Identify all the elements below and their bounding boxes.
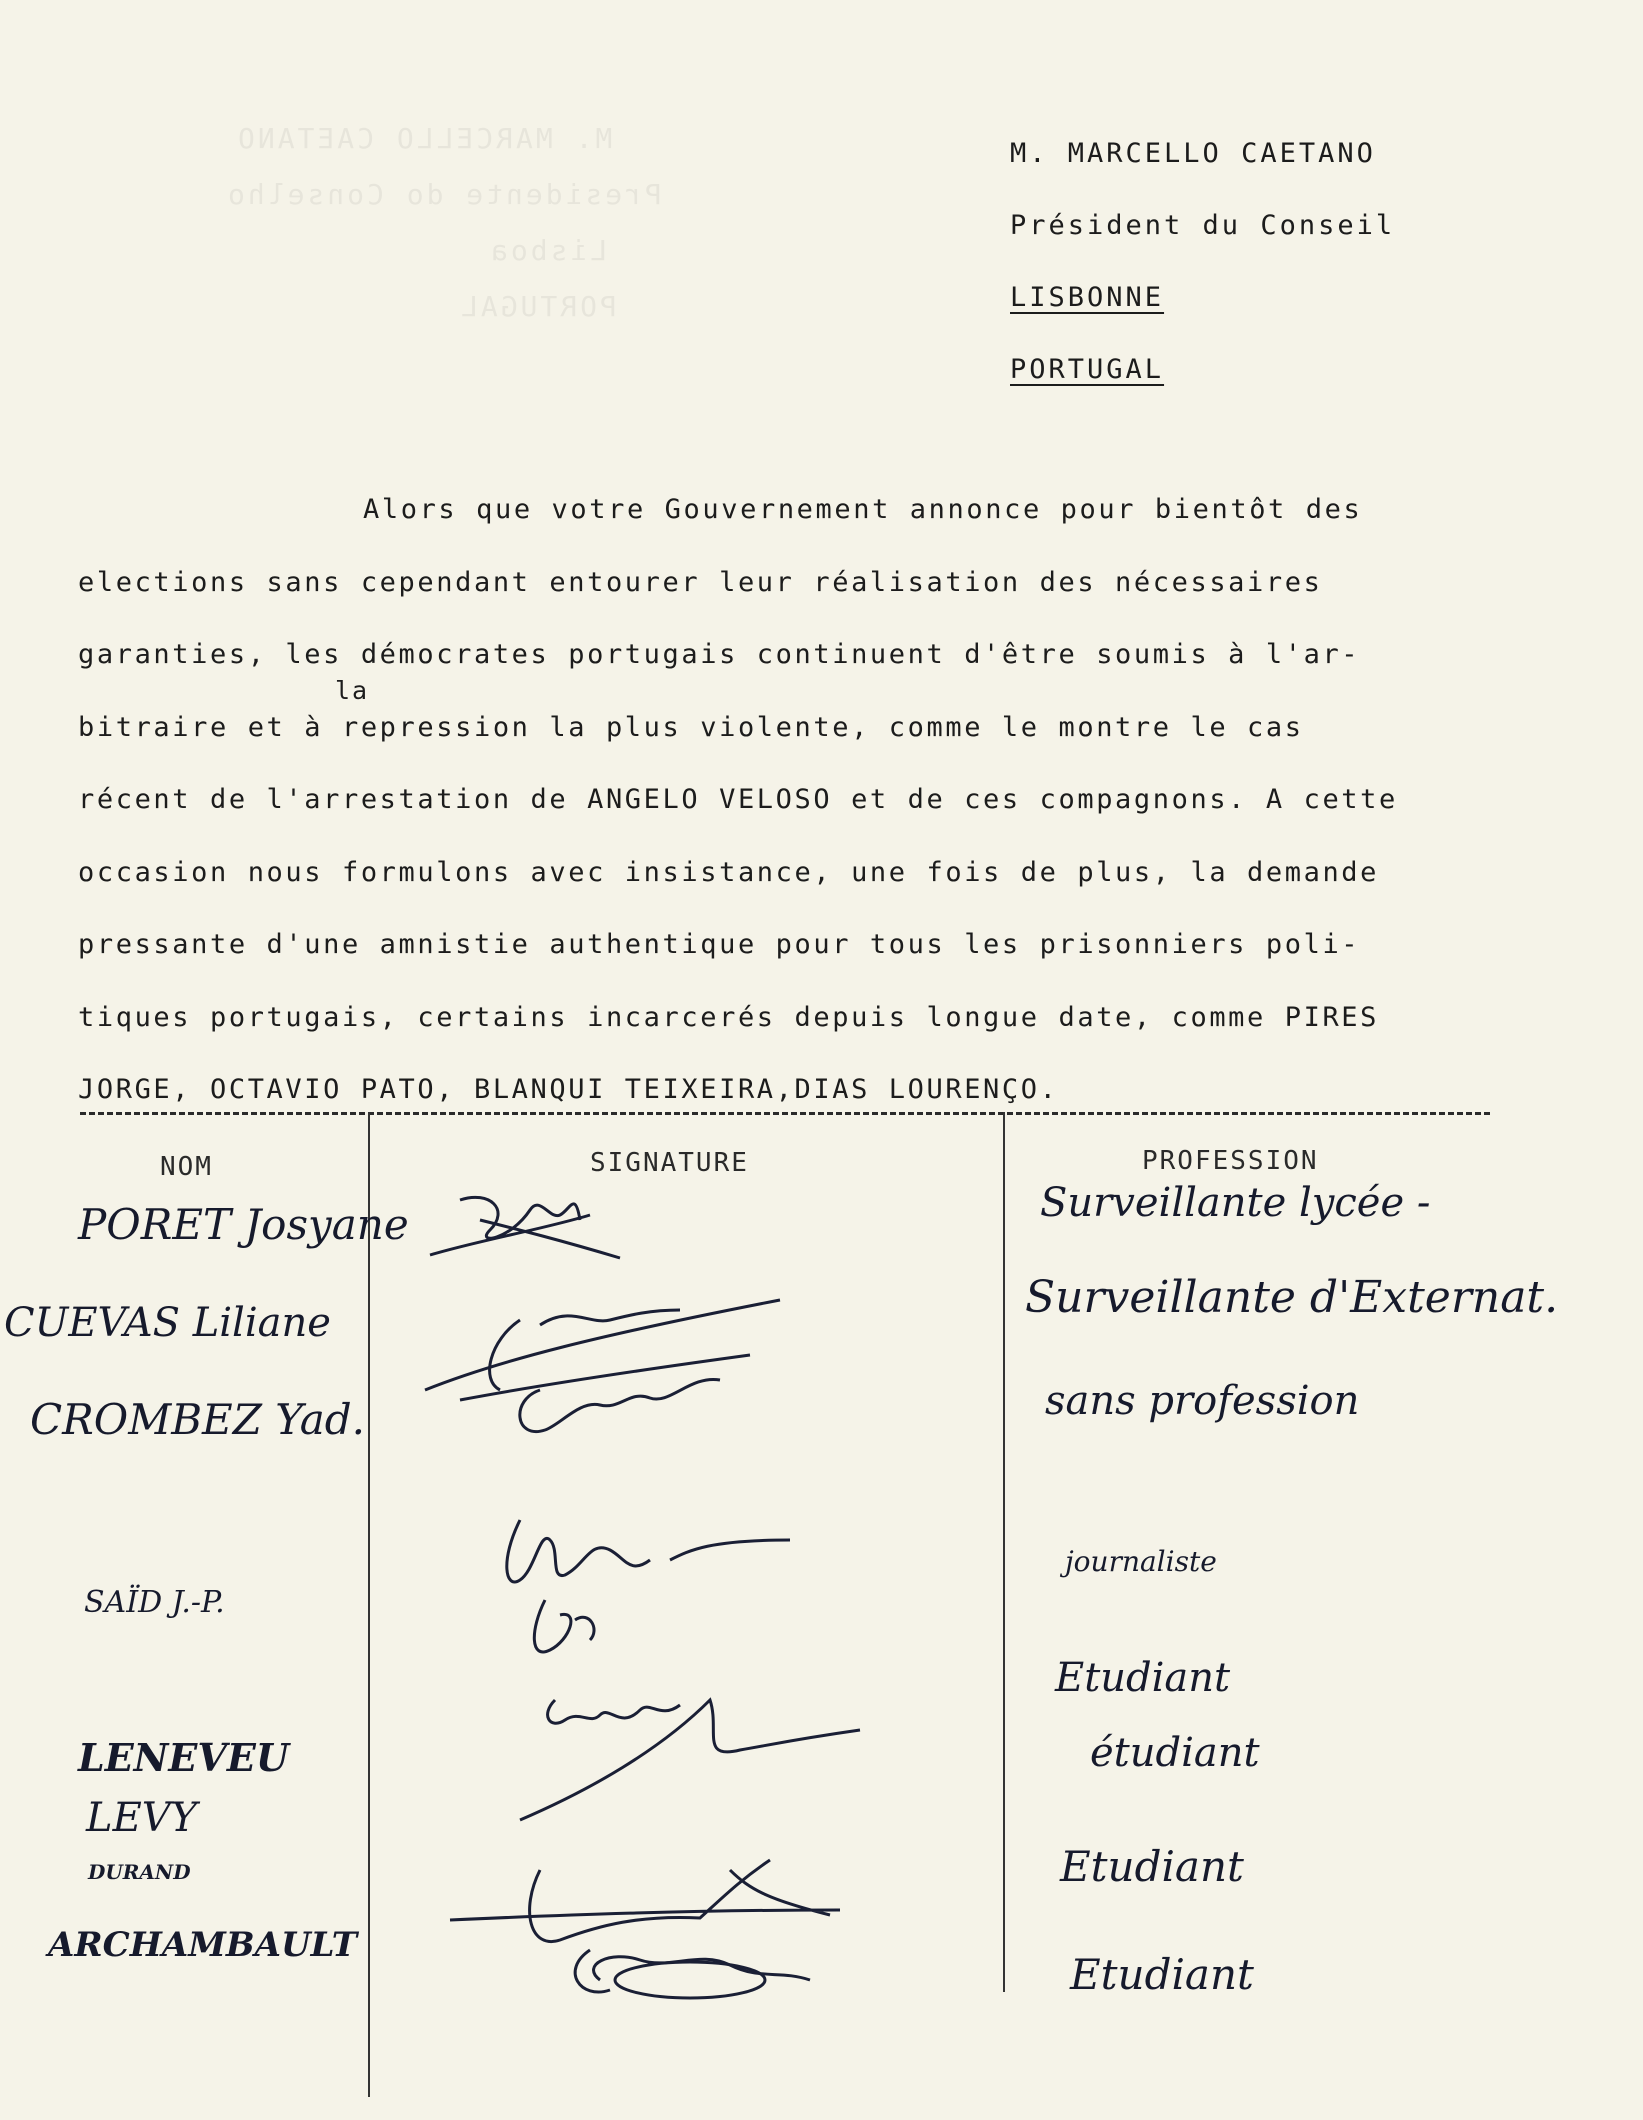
recipient-address <box>1010 118 1395 406</box>
column-divider <box>368 1112 370 2097</box>
handwritten-signature <box>490 1480 830 1670</box>
body-line: bitraire et à repression la plus violente, comme le montre le cas <box>78 711 1304 743</box>
signatory-name: ARCHAMBAULT <box>48 1925 358 1965</box>
signatory-profession: sans profession <box>1045 1378 1360 1424</box>
signatory-profession: Etudiant <box>1070 1950 1254 1999</box>
recipient-name: M. MARCELLO CAETANO <box>1010 138 1376 169</box>
letter-body <box>78 474 1498 1127</box>
bleed-through-line: Lisboa <box>488 234 608 267</box>
body-line: pressante d'une amnistie authentique pour tous les prisonniers poli- <box>78 929 1361 960</box>
handwritten-signature <box>440 1840 860 2010</box>
body-line: tiques portugais, certains incarcerés depuis longue date, comme PIRES <box>78 1001 1380 1033</box>
bleed-through-line: PORTUGAL <box>458 290 617 323</box>
signatory-profession: Surveillante d'Externat. <box>1025 1272 1559 1323</box>
handwritten-signature <box>510 1670 880 1840</box>
signatory-profession: étudiant <box>1090 1730 1260 1776</box>
signatory-name: CUEVAS Liliane <box>4 1300 331 1346</box>
signatory-name: SAÏD J.-P. <box>84 1585 225 1620</box>
column-header-name: NOM <box>160 1152 213 1182</box>
recipient-title: Président du Conseil <box>1010 210 1396 241</box>
recipient-city: LISBONNE <box>1010 282 1165 313</box>
signatory-profession: journaliste <box>1065 1545 1217 1578</box>
bleed-through-line: M. MARCELLO CAETANO <box>235 122 613 155</box>
body-line: JORGE, OCTAVIO PATO, BLANQUI TEIXEIRA,DIAS LOURENÇO. <box>78 1074 1059 1105</box>
signatory-name: PORET Josyane <box>78 1200 409 1249</box>
inserted-word: la <box>335 676 370 705</box>
signatory-name: CROMBEZ Yad. <box>30 1395 365 1444</box>
column-header-profession: PROFESSION <box>1142 1146 1319 1176</box>
body-line: elections sans cependant entourer leur réalisation des nécessaires <box>78 566 1323 598</box>
column-divider <box>1003 1112 1005 1992</box>
handwritten-signature <box>420 1280 800 1470</box>
body-line: garanties, les démocrates portugais continuent d'être soumis à l'ar- <box>78 639 1361 670</box>
signatory-profession: Etudiant <box>1060 1842 1244 1891</box>
signatory-name: DURAND <box>88 1860 191 1884</box>
body-line: Alors que votre Gouvernement annonce pour bientôt des <box>363 494 1363 525</box>
recipient-country: PORTUGAL <box>1010 354 1165 385</box>
table-top-rule <box>80 1112 1490 1115</box>
column-header-signature: SIGNATURE <box>590 1148 749 1178</box>
bleed-through-line: Presidente do Conselho <box>225 178 662 211</box>
signatory-profession: Etudiant <box>1055 1655 1231 1701</box>
body-line: occasion nous formulons avec insistance, une fois de plus, la demande <box>78 856 1380 888</box>
body-line: récent de l'arrestation de ANGELO VELOSO et de ces compagnons. A cette <box>78 784 1398 815</box>
signatory-name: LENEVEU <box>78 1735 289 1780</box>
signatory-profession: Surveillante lycée - <box>1040 1180 1431 1226</box>
signatory-name: LEVY <box>86 1795 198 1841</box>
handwritten-signature <box>420 1170 680 1280</box>
